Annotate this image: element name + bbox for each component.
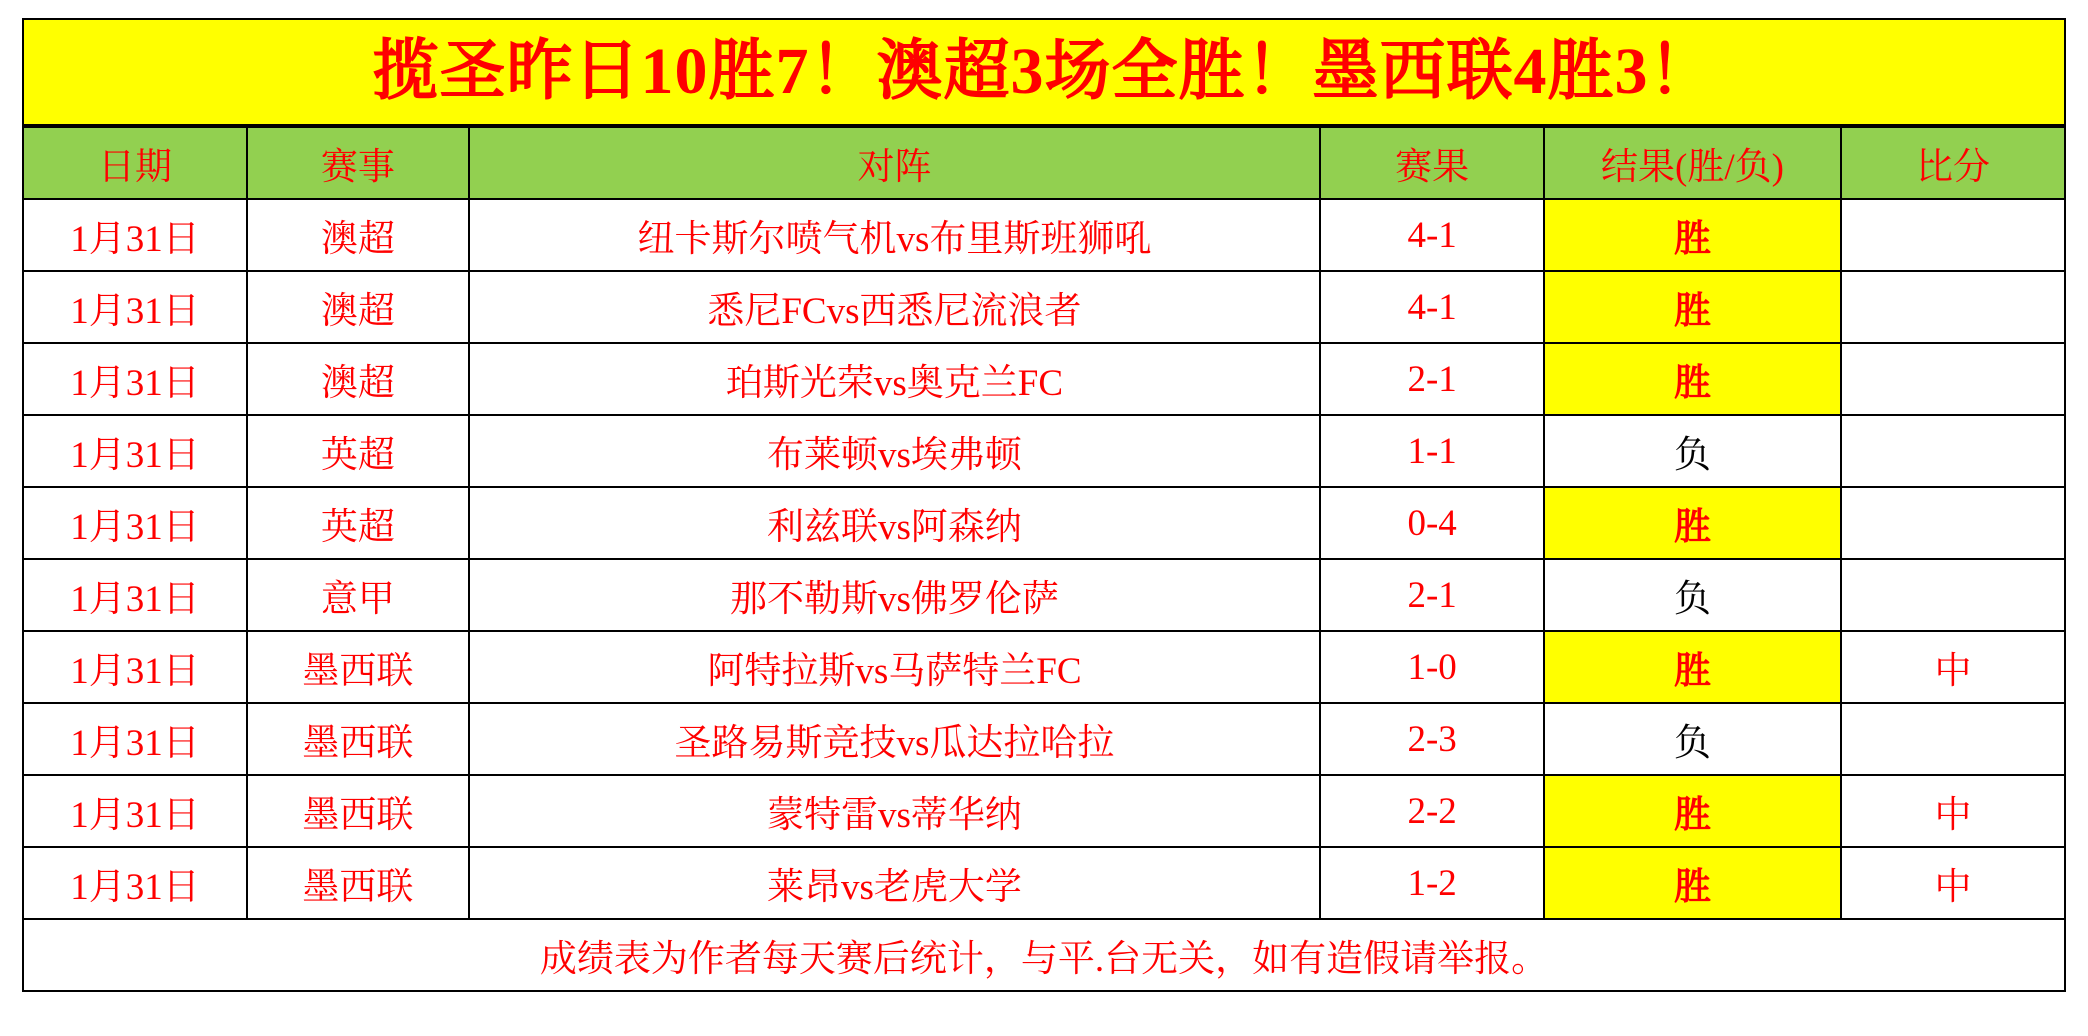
cell-match: 纽卡斯尔喷气机vs布里斯班狮吼 [469, 199, 1320, 271]
cell-match: 利兹联vs阿森纳 [469, 487, 1320, 559]
table-row [23, 343, 2065, 415]
cell-mark: 中 [1841, 631, 2065, 703]
table-body [23, 199, 2065, 991]
cell-league: 墨西联 [247, 847, 469, 919]
banner-title: 揽圣昨日10胜7！澳超3场全胜！墨西联4胜3！ [372, 35, 1716, 108]
cell-date: 1月31日 [23, 415, 247, 487]
table-header [23, 127, 2065, 199]
cell-result: 负 [1544, 703, 1841, 775]
cell-league: 英超 [247, 487, 469, 559]
cell-match: 莱昂vs老虎大学 [469, 847, 1320, 919]
header-league: 赛事 [247, 127, 469, 199]
cell-date: 1月31日 [23, 487, 247, 559]
cell-mark [1841, 343, 2065, 415]
results-table [22, 126, 2066, 992]
cell-match: 圣路易斯竞技vs瓜达拉哈拉 [469, 703, 1320, 775]
cell-result: 胜 [1544, 847, 1841, 919]
cell-match: 珀斯光荣vs奥克兰FC [469, 343, 1320, 415]
table-row [23, 847, 2065, 919]
cell-league: 墨西联 [247, 631, 469, 703]
cell-result: 胜 [1544, 271, 1841, 343]
cell-score: 4-1 [1320, 271, 1544, 343]
cell-mark: 中 [1841, 847, 2065, 919]
cell-match: 阿特拉斯vs马萨特兰FC [469, 631, 1320, 703]
table-row [23, 487, 2065, 559]
table-row [23, 775, 2065, 847]
cell-mark [1841, 415, 2065, 487]
cell-mark [1841, 559, 2065, 631]
table-row [23, 703, 2065, 775]
cell-league: 英超 [247, 415, 469, 487]
header-mark: 比分 [1841, 127, 2065, 199]
cell-match: 悉尼FCvs西悉尼流浪者 [469, 271, 1320, 343]
cell-score: 1-1 [1320, 415, 1544, 487]
cell-date: 1月31日 [23, 199, 247, 271]
cell-league: 墨西联 [247, 775, 469, 847]
cell-score: 1-0 [1320, 631, 1544, 703]
header-date: 日期 [23, 127, 247, 199]
table-row [23, 199, 2065, 271]
cell-score: 2-3 [1320, 703, 1544, 775]
header-match: 对阵 [469, 127, 1320, 199]
cell-mark [1841, 703, 2065, 775]
cell-date: 1月31日 [23, 343, 247, 415]
cell-league: 澳超 [247, 271, 469, 343]
cell-score: 0-4 [1320, 487, 1544, 559]
cell-league: 墨西联 [247, 703, 469, 775]
header-score: 赛果 [1320, 127, 1544, 199]
cell-score: 2-1 [1320, 559, 1544, 631]
cell-match: 布莱顿vs埃弗顿 [469, 415, 1320, 487]
cell-score: 1-2 [1320, 847, 1544, 919]
cell-result: 胜 [1544, 631, 1841, 703]
banner [22, 18, 2066, 126]
footer-row [23, 919, 2065, 991]
table-row [23, 559, 2065, 631]
header-row [23, 127, 2065, 199]
cell-date: 1月31日 [23, 847, 247, 919]
cell-score: 4-1 [1320, 199, 1544, 271]
cell-date: 1月31日 [23, 775, 247, 847]
cell-result: 胜 [1544, 775, 1841, 847]
table-row [23, 271, 2065, 343]
footer-note: 成绩表为作者每天赛后统计，与平.台无关，如有造假请举报。 [23, 919, 2065, 991]
cell-match: 那不勒斯vs佛罗伦萨 [469, 559, 1320, 631]
cell-result: 负 [1544, 559, 1841, 631]
cell-result: 胜 [1544, 343, 1841, 415]
header-result: 结果(胜/负) [1544, 127, 1841, 199]
cell-result: 胜 [1544, 487, 1841, 559]
cell-date: 1月31日 [23, 559, 247, 631]
cell-date: 1月31日 [23, 703, 247, 775]
cell-mark [1841, 199, 2065, 271]
cell-result: 负 [1544, 415, 1841, 487]
cell-match: 蒙特雷vs蒂华纳 [469, 775, 1320, 847]
cell-result: 胜 [1544, 199, 1841, 271]
cell-league: 澳超 [247, 343, 469, 415]
cell-league: 意甲 [247, 559, 469, 631]
cell-league: 澳超 [247, 199, 469, 271]
cell-date: 1月31日 [23, 631, 247, 703]
cell-date: 1月31日 [23, 271, 247, 343]
cell-mark [1841, 271, 2065, 343]
cell-mark: 中 [1841, 775, 2065, 847]
cell-score: 2-2 [1320, 775, 1544, 847]
table-row [23, 415, 2065, 487]
table-row [23, 631, 2065, 703]
cell-mark [1841, 487, 2065, 559]
cell-score: 2-1 [1320, 343, 1544, 415]
